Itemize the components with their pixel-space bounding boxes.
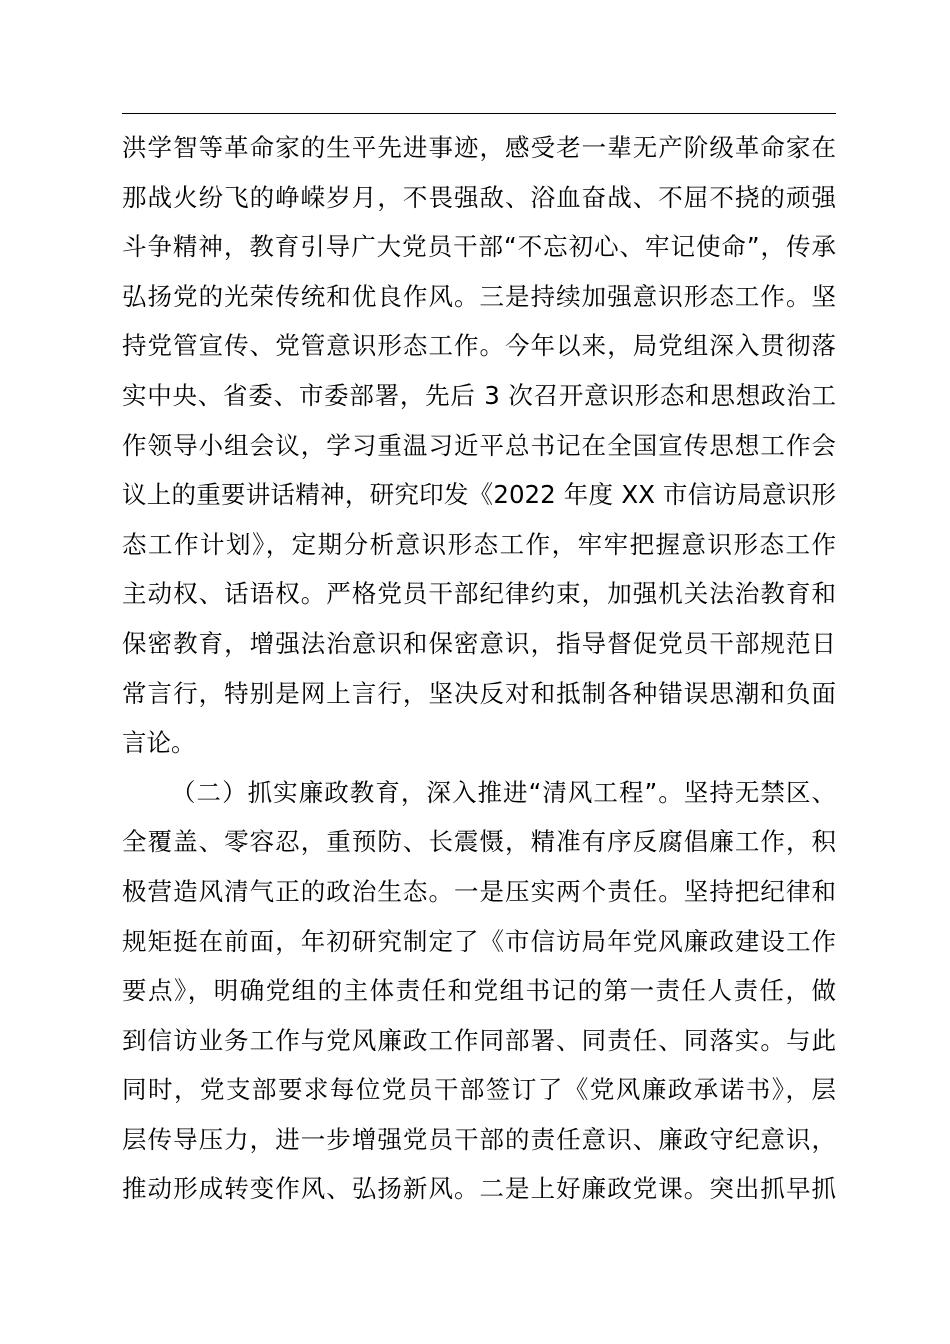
- text-line: 持党管宣传、党管意识形态工作。今年以来，局党组深入贯彻落: [122, 331, 836, 361]
- text-line: 到信访业务工作与党风廉政工作同部署、同责任、同落实。与此: [122, 1025, 836, 1055]
- text-line: 议上的重要讲话精神，研究印发《2022 年度 XX 市信访局意识形: [122, 480, 836, 510]
- text-line: 实中央、省委、市委部署，先后 3 次召开意识形态和思想政治工: [122, 380, 836, 410]
- text-line: 那战火纷飞的峥嵘岁月，不畏强敌、浴血奋战、不屈不挠的顽强: [122, 182, 836, 212]
- paragraph-end-line: 言论。: [122, 728, 196, 758]
- text-line: 极营造风清气正的政治生态。一是压实两个责任。坚持把纪律和: [122, 876, 836, 906]
- text-line: 作领导小组会议，学习重温习近平总书记在全国宣传思想工作会: [122, 430, 836, 460]
- header-rule: [122, 113, 836, 114]
- text-line: 主动权、话语权。严格党员干部纪律约束，加强机关法治教育和: [122, 579, 836, 609]
- text-line: 洪学智等革命家的生平先进事迹，感受老一辈无产阶级革命家在: [122, 133, 836, 162]
- text-line: 层传导压力，进一步增强党员干部的责任意识、廉政守纪意识，: [122, 1124, 836, 1154]
- text-line: 全覆盖、零容忍，重预防、长震慑，精准有序反腐倡廉工作，积: [122, 827, 836, 857]
- text-line: 规矩挺在前面，年初研究制定了《市信访局年党风廉政建设工作: [122, 926, 836, 956]
- text-line: 推动形成转变作风、弘扬新风。二是上好廉政党课。突出抓早抓: [122, 1174, 836, 1204]
- text-line: 同时，党支部要求每位党员干部签订了《党风廉政承诺书》，层: [122, 1075, 836, 1105]
- text-line: 常言行，特别是网上言行，坚决反对和抵制各种错误思潮和负面: [122, 678, 836, 708]
- text-line: 态工作计划》，定期分析意识形态工作，牢牢把握意识形态工作: [122, 529, 836, 559]
- text-line: 弘扬党的光荣传统和优良作风。三是持续加强意识形态工作。坚: [122, 281, 836, 311]
- text-line: 保密教育，增强法治意识和保密意识，指导督促党员干部规范日: [122, 628, 836, 658]
- body-text: [122, 123, 836, 1214]
- text-line: 斗争精神，教育引导广大党员干部“不忘初心、牢记使命”，传承: [122, 232, 836, 262]
- section-heading-line: （二）抓实廉政教育，深入推进“清风工程”。坚持无禁区、: [171, 777, 836, 807]
- text-line: 要点》，明确党组的主体责任和党组书记的第一责任人责任，做: [122, 976, 836, 1006]
